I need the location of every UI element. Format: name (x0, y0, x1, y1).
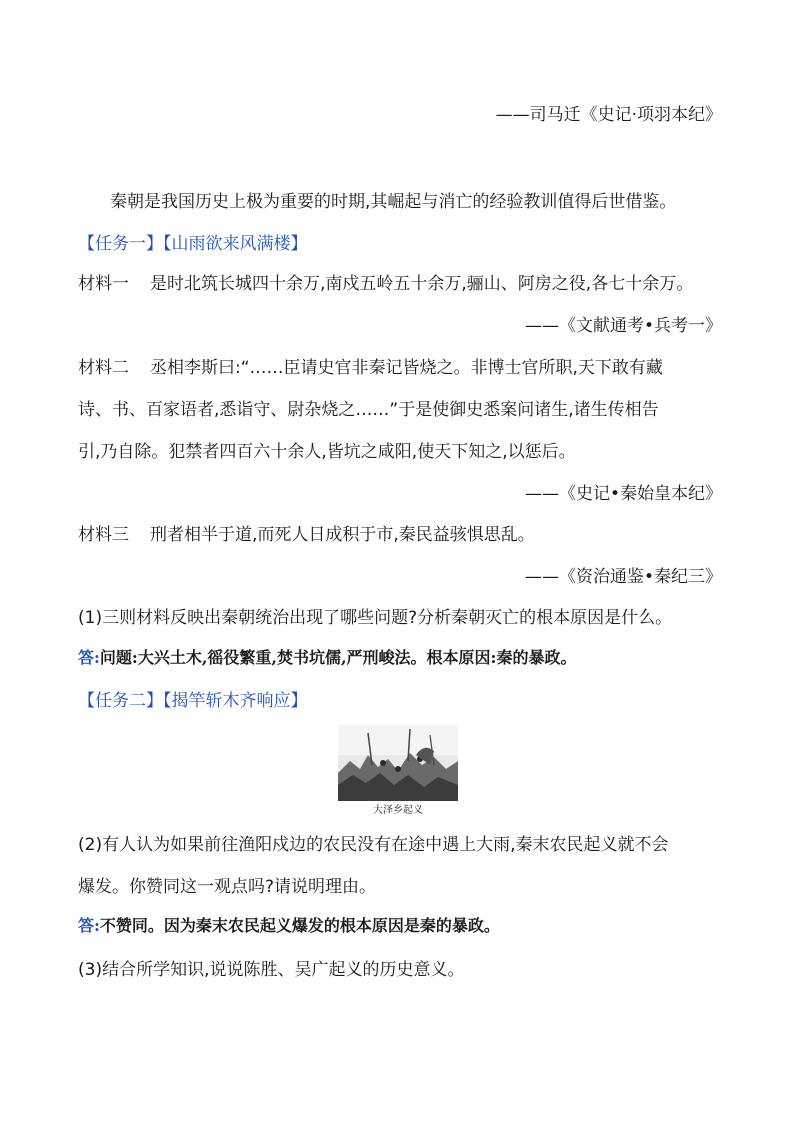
material-3-text: 刑者相半于道,而死人日成积于市,秦民益骇惧思乱。 (150, 525, 535, 545)
material-2-label: 材料二 (78, 358, 129, 378)
figure-caption: 大泽乡起义 (373, 805, 423, 816)
material-2-text-1: 丞相李斯曰:“……臣请史官非秦记皆烧之。非博士官所职,天下敢有藏 (150, 358, 663, 378)
material-1-text: 是时北筑长城四十余万,南戍五岭五十余万,骊山、阿房之役,各七十余万。 (150, 274, 694, 294)
material-2-line-1 (78, 356, 723, 380)
uprising-figure (338, 725, 458, 820)
material-2-line-3: 引,乃自除。犯禁者四百六十余人,皆坑之咸阳,使天下知之,以惩后。 (78, 442, 576, 462)
answer-2-text: 不赞同。因为秦末农民起义爆发的根本原因是秦的暴政。 (99, 916, 500, 935)
answer-1-text: 问题:大兴土木,徭役繁重,焚书坑儒,严刑峻法。根本原因:秦的暴政。 (99, 648, 577, 667)
answer-1 (78, 646, 723, 670)
material-2-line-2: 诗、书、百家语者,悉诣守、尉杂烧之……”于是使御史悉案问诸生,诸生传相告 (78, 400, 659, 420)
answer-2 (78, 914, 723, 938)
material-1-label: 材料一 (78, 274, 129, 294)
answer-1-tag: 答: (78, 648, 100, 667)
material-2-source: ——《史记•秦始皇本纪》 (524, 484, 722, 504)
task1-heading: 【任务一】【山雨欲来风满楼】 (78, 234, 308, 254)
material-3-label: 材料三 (78, 525, 129, 545)
question-2-line-2: 爆发。你赞同这一观点吗?请说明理由。 (78, 877, 377, 897)
question-3: (3)结合所学知识,说说陈胜、吴广起义的历史意义。 (78, 960, 465, 980)
uprising-illustration-icon (338, 725, 458, 801)
question-2-line-1: (2)有人认为如果前往渔阳戍边的农民没有在途中遇上大雨,秦末农民起义就不会 (78, 835, 669, 855)
question-1: (1)三则材料反映出秦朝统治出现了哪些问题?分析秦朝灭亡的根本原因是什么。 (78, 608, 673, 628)
answer-2-tag: 答: (78, 916, 100, 935)
material-1-source: ——《文献通考•兵考一》 (524, 316, 722, 336)
top-citation: ——司马迁《史记·项羽本纪》 (495, 105, 722, 125)
material-1 (78, 272, 723, 296)
material-3 (78, 523, 723, 547)
material-3-source: ——《资治通鉴•秦纪三》 (524, 567, 722, 587)
task2-heading: 【任务二】【揭竿斩木齐响应】 (78, 691, 308, 711)
intro-paragraph: 秦朝是我国历史上极为重要的时期,其崛起与消亡的经验教训值得后世借鉴。 (110, 192, 677, 212)
